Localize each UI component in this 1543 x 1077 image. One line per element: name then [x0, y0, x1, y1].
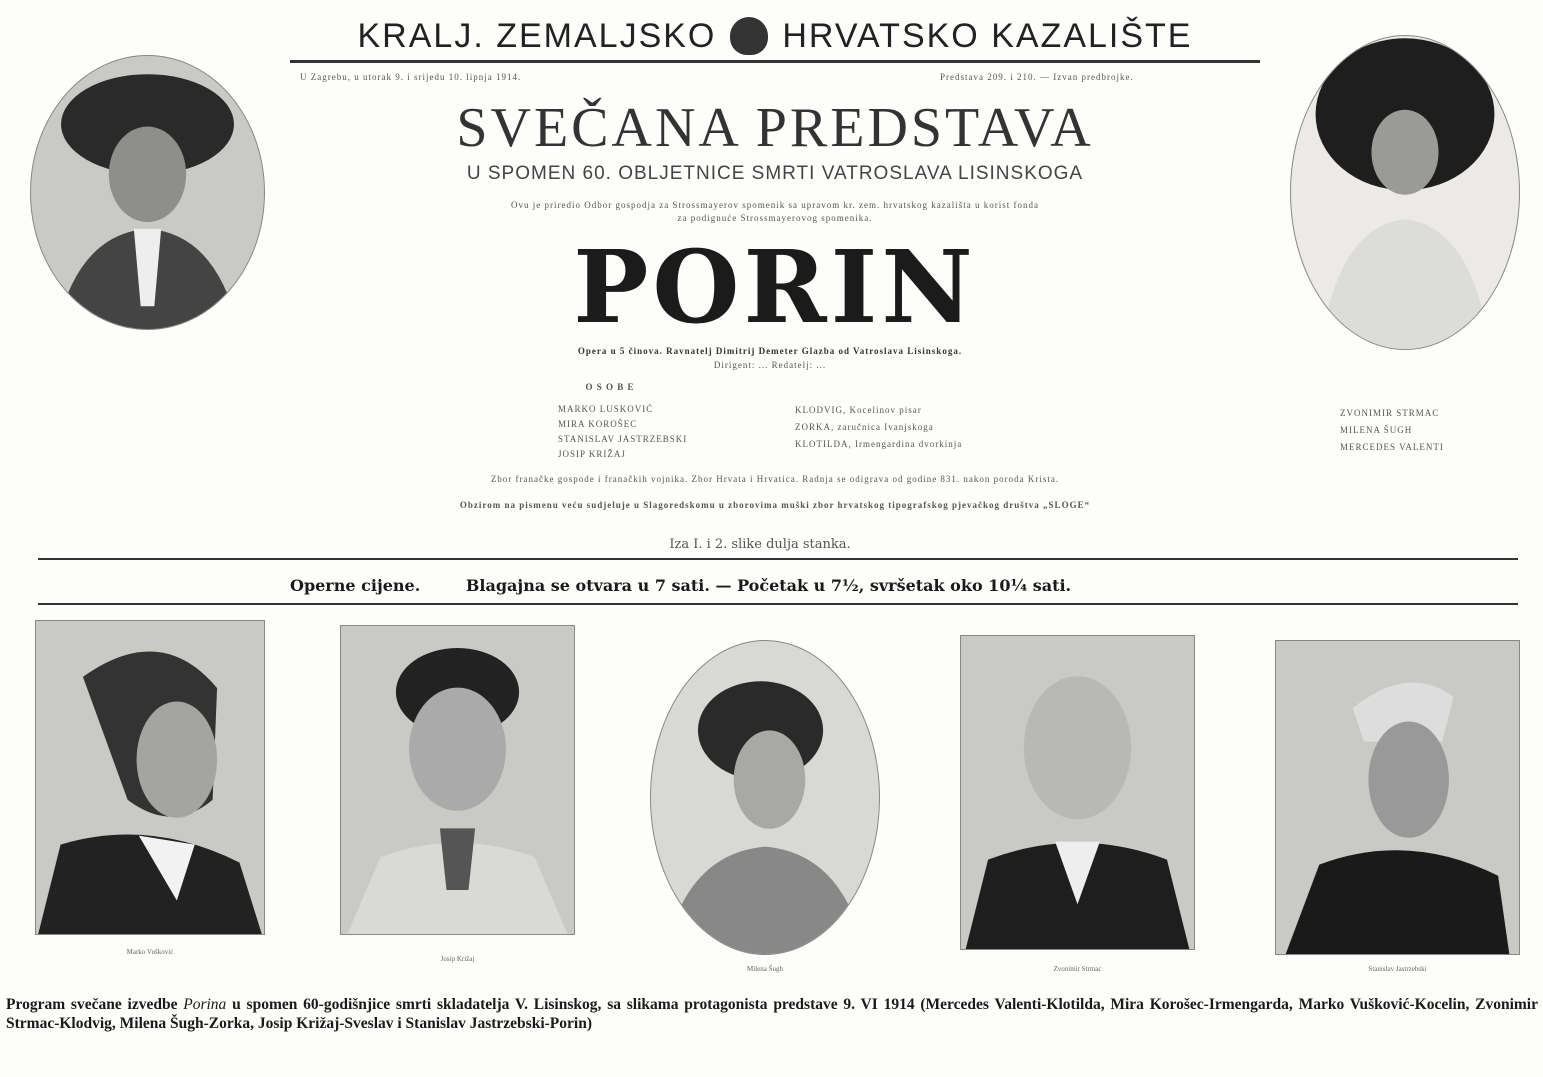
cast-mid — [795, 402, 962, 453]
portrait-1 — [35, 620, 265, 935]
portrait-3 — [650, 640, 880, 955]
cast-item: MARKO LUSKOVIĆ — [558, 404, 654, 414]
credits-line-2: Dirigent: ... Redatelj: ... — [713, 360, 827, 370]
prices-label: Operne cijene. — [290, 576, 421, 595]
figure-caption — [6, 995, 1538, 1033]
cast-item: MIRA KOROŠEC — [558, 419, 638, 429]
opera-title: PORIN — [573, 228, 977, 346]
cast-item: MERCEDES VALENTI — [1340, 442, 1444, 452]
portrait-top-left — [30, 55, 265, 330]
portrait-5 — [1275, 640, 1520, 955]
header-rule — [290, 60, 1260, 63]
caption-text: u spomen 60-godišnjice smrti skladatelja V. Lisinskog, sa slikama protagonista predstave 9. VI 1914 (Mercedes Valenti-Klotilda, Mira Korošec-Irmengarda, Marko Vušković-Kocelin, Zvonimir Strmac-Klodvig, Milena Šugh-Zorka, Josip Križaj-Sveslav i Stanislav Jastrzebski-Porin) — [6, 996, 1538, 1032]
portrait-3-caption: Milena Šugh — [747, 965, 783, 973]
portrait-1-caption: Marko Vušković — [126, 948, 174, 956]
cast-left — [558, 402, 687, 462]
cast-item: KLOTILDA, Irmengardina dvorkinja — [795, 439, 963, 449]
cast-item: JOSIP KRIŽAJ — [558, 449, 626, 459]
portrait-2 — [340, 625, 575, 935]
header-right: HRVATSKO KAZALIŠTE — [782, 16, 1193, 55]
portrait-2-caption: Josip Križaj — [440, 955, 475, 963]
cast-item: ZORKA, zaručnica Ivanjskoga — [795, 422, 934, 432]
prices-line — [290, 576, 1071, 595]
portrait-5-caption: Stanislav Jastrzebski — [1368, 965, 1427, 973]
header-left: KRALJ. ZEMALJSKO — [357, 16, 717, 55]
organizer-line-2: za podignuće Strossmayerovog spomenika. — [677, 213, 873, 223]
date-info: U Zagrebu, u utorak 9. i srijedu 10. lipnja 1914. — [300, 72, 522, 82]
subtitle: U SPOMEN 60. OBLJETNICE SMRTI VATROSLAVA LISINSKOGA — [466, 163, 1084, 184]
rule-bottom — [38, 603, 1518, 605]
credits-line-1: Opera u 5 činova. Ravnatelj Dimitrij Demeter Glazba od Vatroslava Lisinskoga. — [577, 346, 963, 356]
caption-italic: Porina — [183, 996, 227, 1013]
portrait-top-right — [1290, 35, 1520, 350]
cast-heading: O S O B E — [585, 382, 635, 392]
crest-icon — [730, 17, 768, 55]
cast-item: ZVONIMIR STRMAC — [1340, 408, 1440, 418]
intermission: Iza I. i 2. slike dulja stanka. — [669, 537, 851, 552]
portrait-4 — [960, 635, 1195, 950]
theatre-header — [290, 14, 1260, 58]
note-1: Zbor franačke gospode i franačkih vojnika. Zbor Hrvata i Hrvatica. Radnja se odigrava od godine 831. nakon poroda Krista. — [490, 474, 1060, 484]
page-title: SVEČANA PREDSTAVA — [456, 97, 1094, 159]
portrait-4-caption: Zvonimir Strmac — [1053, 965, 1102, 973]
note-2: Obzirom na pismenu veću sudjeluje u Slagoredskomu u zborovima muški zbor hrvatskog tipografskog pjevačkog društva „SLOGE“ — [459, 500, 1091, 510]
performance-info: Predstava 209. i 210. — Izvan predbrojke. — [940, 72, 1134, 82]
cast-item: MILENA ŠUGH — [1340, 425, 1413, 435]
caption-text: Program svečane izvedbe — [6, 996, 184, 1013]
prices-text: Blagajna se otvara u 7 sati. — Početak u 7½, svršetak oko 10¼ sati. — [465, 576, 1072, 595]
cast-right — [1340, 405, 1444, 456]
organizer-line-1: Ovu je priredio Odbor gospodja za Strossmayerov spomenik sa upravom kr. zem. hrvatskog kazališta u korist fonda — [511, 200, 1039, 210]
cast-item: STANISLAV JASTRZEBSKI — [558, 434, 688, 444]
cast-item: KLODVIG, Kocelinov pisar — [795, 405, 922, 415]
rule-top — [38, 558, 1518, 560]
